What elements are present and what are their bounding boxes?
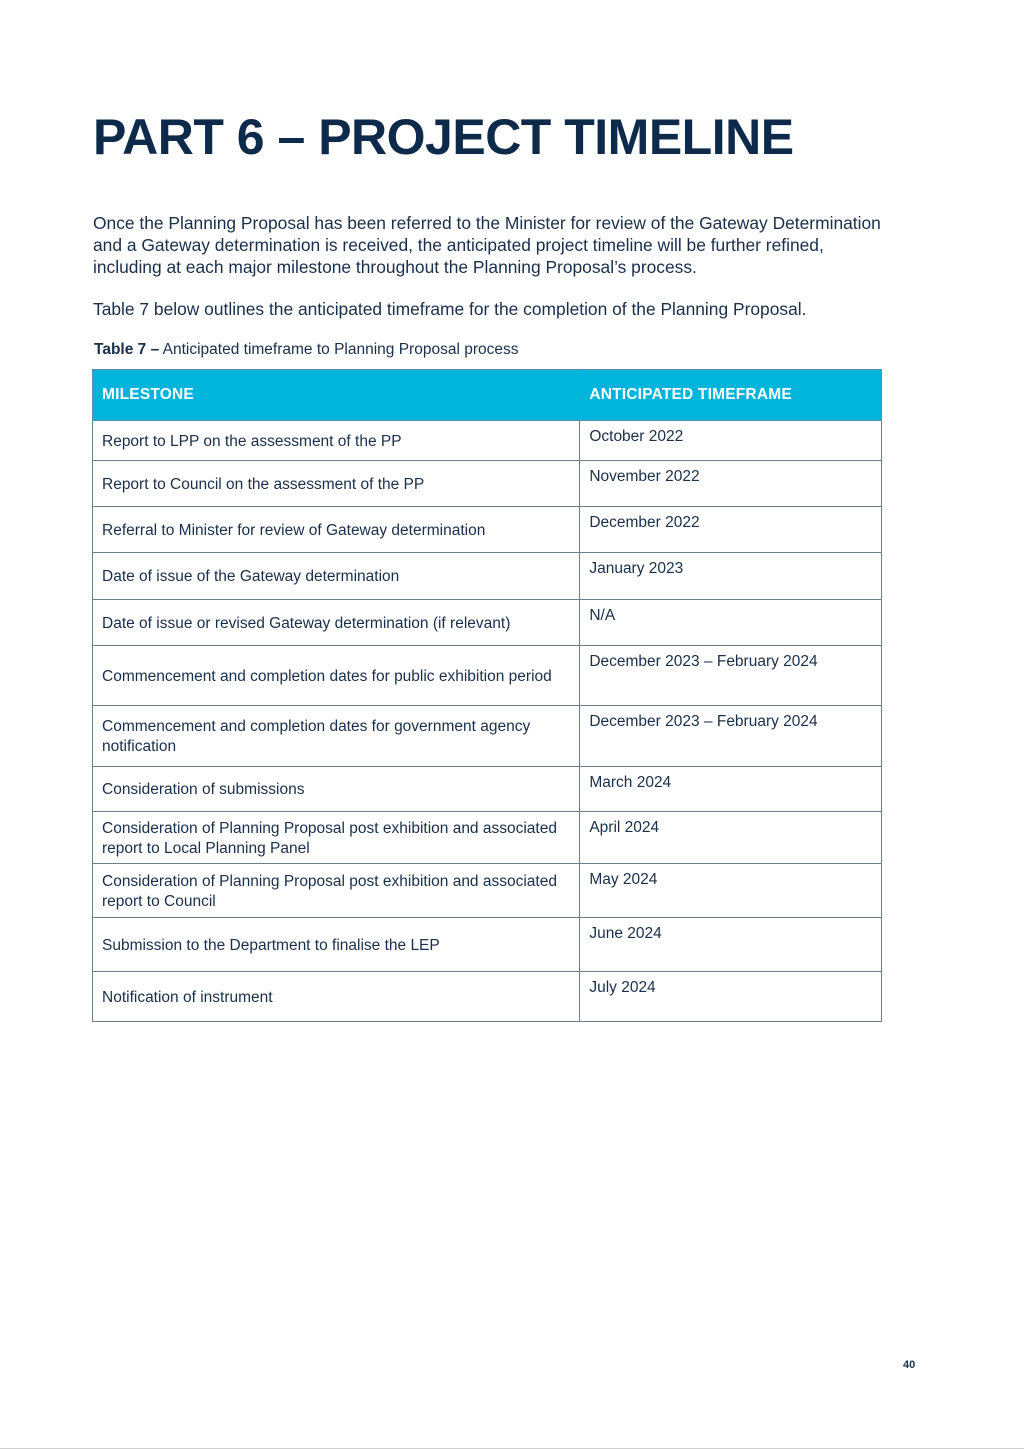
table-caption-label: Table 7 – xyxy=(94,341,160,358)
timeframe-cell: July 2024 xyxy=(580,972,882,1022)
timeframe-cell: N/A xyxy=(580,600,882,646)
table-header-row xyxy=(93,370,882,421)
timeframe-cell: January 2023 xyxy=(580,553,882,600)
milestone-cell: Commencement and completion dates for government agency notification xyxy=(93,706,580,767)
table-caption xyxy=(94,340,518,360)
table-row xyxy=(93,767,882,812)
table-caption-text: Anticipated timeframe to Planning Proposal process xyxy=(159,341,519,358)
timeframe-cell: October 2022 xyxy=(580,421,882,461)
table-row xyxy=(93,706,882,767)
milestone-cell: Referral to Minister for review of Gateway determination xyxy=(93,507,580,553)
table-row xyxy=(93,972,882,1022)
timeframe-cell: November 2022 xyxy=(580,461,882,507)
table-row xyxy=(93,421,882,461)
milestone-cell: Notification of instrument xyxy=(93,972,580,1022)
intro-paragraph: Once the Planning Proposal has been referred to the Minister for review of the Gateway Determination and a Gateway determination is received, the anticipated project timeline will be further refined, including at each major milestone throughout the Planning Proposal’s process. xyxy=(93,213,881,277)
timeframe-cell: December 2022 xyxy=(580,507,882,553)
table-row xyxy=(93,553,882,600)
milestone-cell: Consideration of Planning Proposal post exhibition and associated report to Local Planning Panel xyxy=(93,812,580,864)
milestone-cell: Consideration of Planning Proposal post exhibition and associated report to Council xyxy=(93,864,580,918)
timeframe-cell: June 2024 xyxy=(580,918,882,972)
table-row xyxy=(93,864,882,918)
milestone-cell: Report to Council on the assessment of the PP xyxy=(93,461,580,507)
milestone-cell: Consideration of submissions xyxy=(93,767,580,812)
milestone-cell: Date of issue or revised Gateway determination (if relevant) xyxy=(93,600,580,646)
outline-paragraph: Table 7 below outlines the anticipated timeframe for the completion of the Planning Proposal. xyxy=(93,299,807,319)
header-milestone: MILESTONE xyxy=(93,370,580,421)
page-title: PART 6 – PROJECT TIMELINE xyxy=(93,109,794,165)
table-row xyxy=(93,507,882,553)
milestone-cell: Report to LPP on the assessment of the PP xyxy=(93,421,580,461)
timeline-table xyxy=(92,369,882,1022)
timeframe-cell: March 2024 xyxy=(580,767,882,812)
table-row xyxy=(93,646,882,706)
timeframe-cell: December 2023 – February 2024 xyxy=(580,646,882,706)
milestone-cell: Commencement and completion dates for public exhibition period xyxy=(93,646,580,706)
table-row xyxy=(93,461,882,507)
table-row xyxy=(93,918,882,972)
timeframe-cell: December 2023 – February 2024 xyxy=(580,706,882,767)
page-number: 40 xyxy=(903,1359,916,1371)
table-row xyxy=(93,600,882,646)
table-row xyxy=(93,812,882,864)
milestone-cell: Date of issue of the Gateway determination xyxy=(93,553,580,600)
timeframe-cell: May 2024 xyxy=(580,864,882,918)
timeframe-cell: April 2024 xyxy=(580,812,882,864)
header-timeframe: ANTICIPATED TIMEFRAME xyxy=(580,370,882,421)
milestone-cell: Submission to the Department to finalise the LEP xyxy=(93,918,580,972)
